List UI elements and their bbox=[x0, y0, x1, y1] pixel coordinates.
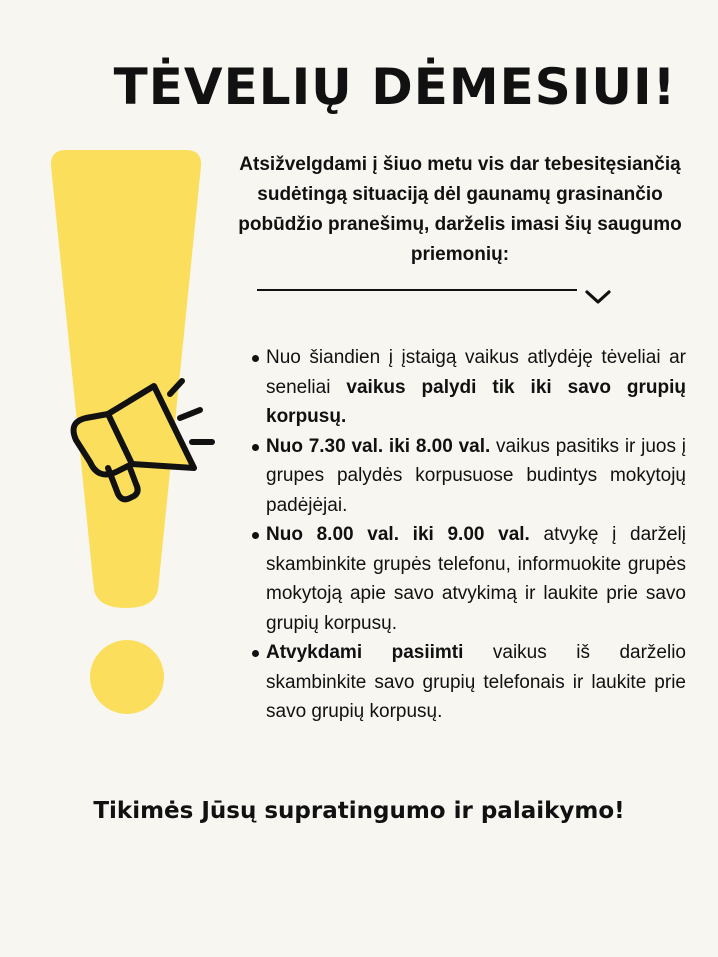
list-item bbox=[250, 520, 686, 638]
intro-text: Atsižvelgdami į šiuo metu vis dar tebesitęsiančią sudėtingą situaciją dėl gaunamų grasinančio pobūdžio pranešimų, darželis imasi šių saugumo priemonių: bbox=[238, 154, 682, 265]
measure-bold: Nuo 7.30 val. iki 8.00 val. bbox=[266, 435, 491, 457]
measure-bold: vaikus palydi tik iki savo grupių korpusų. bbox=[266, 376, 686, 427]
exclamation-dot bbox=[90, 640, 164, 714]
measure-rest: vaikus pasitiks ir juos į grupes palydės korpusuose budintys mokytojų padėjėjai. bbox=[266, 435, 686, 516]
list-item bbox=[250, 343, 686, 432]
divider bbox=[257, 289, 577, 291]
chevron-down-icon bbox=[584, 287, 612, 307]
measures-list bbox=[250, 343, 686, 727]
measure-bold: Nuo 8.00 val. iki 9.00 val. bbox=[266, 524, 530, 545]
measure-bold: Atvykdami pasiimti bbox=[266, 642, 464, 663]
measure-rest: vaikus iš darželio skambinkite savo grupių telefonais ir laukite prie savo grupių korpusų. bbox=[266, 642, 686, 722]
megaphone-icon bbox=[62, 372, 222, 512]
list-item bbox=[250, 432, 686, 521]
closing-message: Tikimės Jūsų supratingumo ir palaikymo! bbox=[93, 798, 625, 824]
list-item bbox=[250, 638, 686, 727]
measure-rest: atvykę į darželį skambinkite grupės telefonu, informuokite grupės mokytoją apie savo atvykimą ir laukite prie savo grupių korpusų. bbox=[266, 524, 686, 634]
page-title: TĖVELIŲ DĖMESIUI! bbox=[113, 58, 677, 116]
measure-lead: Nuo šiandien į įstaigą vaikus atlydėję tėveliai ar seneliai bbox=[266, 347, 686, 398]
